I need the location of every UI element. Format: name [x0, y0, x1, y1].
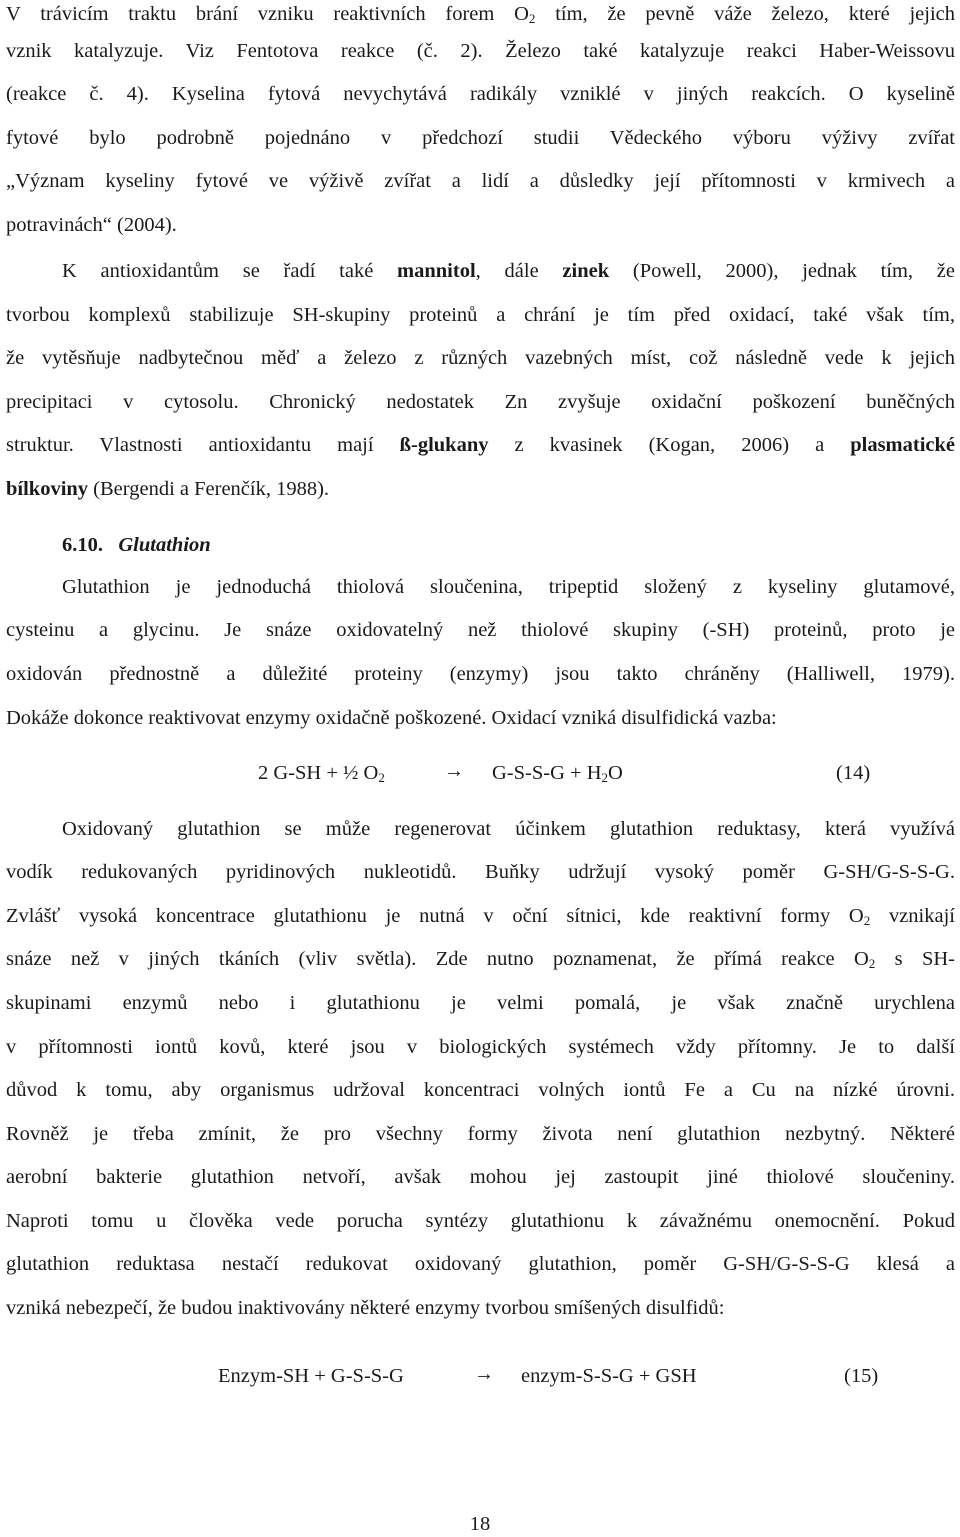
para2-line6: [6, 476, 955, 502]
text: z kvasinek (Kogan, 2006) a: [488, 434, 851, 456]
para4-line11: glutathion reduktasa nestačí redukovat oxidovaný glutathion, poměr G-SH/G-S-S-G klesá a: [6, 1253, 955, 1275]
subscript: 2: [378, 770, 385, 785]
para3-line3: oxidován přednostně a důležité proteiny (enzymy) jsou takto chráněny (Halliwell, 1979).: [6, 663, 955, 685]
section-number: 6.10.: [62, 534, 103, 556]
para4-line2: vodík redukovaných pyridinových nukleotidů. Buňky udržují vysoký poměr G-SH/G-S-S-G.: [6, 861, 955, 883]
bold-term: zinek: [562, 260, 610, 282]
para1-line2: vznik katalyzuje. Viz Fentotova reakce (č. 2). Železo také katalyzuje reakci Haber-Weissovu: [6, 40, 955, 62]
subscript: 2: [863, 913, 871, 928]
reaction-arrow-icon: →: [474, 1363, 494, 1385]
text: O: [608, 762, 623, 784]
bold-term: plasmatické: [850, 434, 955, 456]
para1-line5: „Význam kyseliny fytové ve výživě zvířat a lidí a důsledky její přítomnosti v krmivech a: [6, 170, 955, 192]
subscript: 2: [528, 11, 536, 26]
para4-line6: v přítomnosti iontů kovů, které jsou v biologických systémech vždy přítomny. Je to další: [6, 1036, 955, 1058]
para3-line4: Dokáže dokonce reaktivovat enzymy oxidačně poškozené. Oxidací vzniká disulfidická vazba:: [6, 707, 777, 729]
para3-line2: cysteinu a glycinu. Je snáze oxidovatelný než thiolové skupiny (-SH) proteinů, proto je: [6, 619, 955, 641]
section-heading: [62, 532, 960, 558]
page-number: 18: [469, 1513, 491, 1535]
text: G-S-S-G + H: [492, 762, 602, 784]
section-title: Glutathion: [118, 534, 211, 556]
text: K antioxidantům se řadí také: [62, 260, 398, 282]
subscript: 2: [868, 956, 876, 971]
text: 2 G-SH + ½ O: [258, 762, 379, 784]
para1-line1: [6, 1, 955, 27]
text: struktur. Vlastnosti antioxidantu mají: [6, 434, 400, 456]
para4-line1: Oxidovaný glutathion se může regenerovat účinkem glutathion reduktasy, která využívá: [62, 818, 955, 840]
para2-line1: [62, 258, 955, 284]
para2-line4: precipitaci v cytosolu. Chronický nedostatek Zn zvyšuje oxidační poškození buněčných: [6, 391, 955, 413]
equation-14-left: [258, 760, 385, 786]
para2-line3: že vytěsňuje nadbytečnou měď a železo z různých vazebných míst, což následně vede k jejich: [6, 347, 955, 369]
para1-line3: (reakce č. 4). Kyselina fytová nevychytává radikály vzniklé v jiných reakcích. O kyselině: [6, 83, 955, 105]
text: s SH-: [875, 948, 955, 970]
equation-15-left: Enzym-SH + G-S-S-G: [218, 1365, 404, 1387]
text: vznikají: [870, 905, 955, 927]
equation-14-right: [492, 760, 623, 786]
equation-14-number: (14): [836, 762, 871, 784]
bold-term: mannitol: [397, 260, 476, 282]
text: snáze než v jiných tkáních (vliv světla). Zde nutno poznamenat, že přímá reakce O: [6, 948, 869, 970]
para4-line5: skupinami enzymů nebo i glutathionu je velmi pomalá, je však značně urychlena: [6, 992, 955, 1014]
equation-15-right: enzym-S-S-G + GSH: [521, 1365, 697, 1387]
para3-line1: Glutathion je jednoduchá thiolová sloučenina, tripeptid složený z kyseliny glutamové,: [62, 576, 955, 598]
text: , dále: [475, 260, 563, 282]
para1-line6: potravinách“ (2004).: [6, 214, 177, 236]
para4-line12: vzniká nebezpečí, že budou inaktivovány některé enzymy tvorbou smíšených disulfidů:: [6, 1297, 725, 1319]
para4-line8: Rovněž je třeba zmínit, že pro všechny formy života není glutathion nezbytný. Některé: [6, 1123, 955, 1145]
para4-line10: Naproti tomu u člověka vede porucha syntézy glutathionu k závažnému onemocnění. Pokud: [6, 1210, 955, 1232]
bold-term: ß-glukany: [399, 434, 489, 456]
bold-term: bílkoviny: [6, 478, 89, 500]
para4-line7: důvod k tomu, aby organismus udržoval koncentraci volných iontů Fe a Cu na nízké úrovni.: [6, 1079, 955, 1101]
text: (Powell, 2000), jednak tím, že: [609, 260, 955, 282]
text: Zvlášť vysoká koncentrace glutathionu je nutná v oční sítnici, kde reaktivní formy O: [6, 905, 864, 927]
para4-line4: [6, 946, 955, 972]
text: (Bergendi a Ferenčík, 1988).: [88, 478, 330, 500]
para1-line4: fytové bylo podrobně pojednáno v předchozí studii Vědeckého výboru výživy zvířat: [6, 127, 955, 149]
reaction-arrow-icon: →: [444, 760, 464, 782]
para2-line2: tvorbou komplexů stabilizuje SH-skupiny proteinů a chrání je tím před oxidací, také však tím,: [6, 304, 955, 326]
para2-line5: [6, 432, 955, 458]
para4-line9: aerobní bakterie glutathion netvoří, avšak mohou jej zastoupit jiné thiolové sloučeniny.: [6, 1166, 955, 1188]
text: V trávicím traktu brání vzniku reaktivních forem O: [6, 3, 529, 25]
para4-line3: [6, 903, 955, 929]
text: tím, že pevně váže železo, které jejich: [535, 3, 955, 25]
equation-15-number: (15): [844, 1365, 879, 1387]
subscript: 2: [601, 770, 609, 785]
